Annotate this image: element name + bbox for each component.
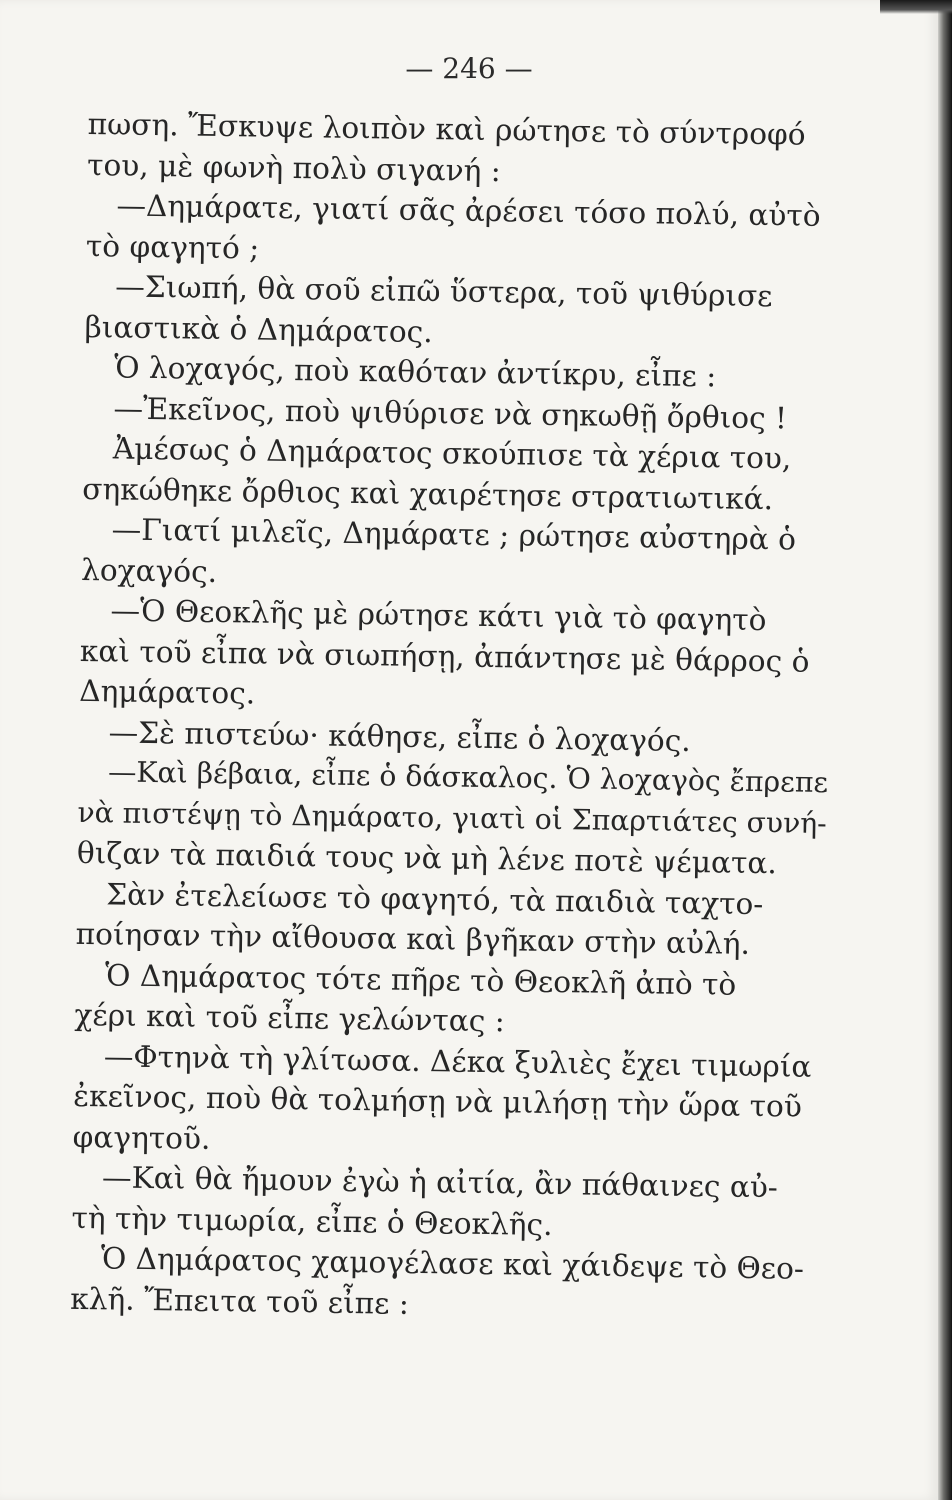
text-line: —Σιωπή, θὰ σοῦ εἰπῶ ὕστερα, τοῦ ψιθύρισε bbox=[115, 269, 773, 314]
page-corner-shadow bbox=[880, 0, 952, 14]
text-line: —Καὶ βέβαια, εἶπε ὁ δάσκαλος. Ὁ λοχαγὸς ἔπρεπε bbox=[107, 755, 829, 800]
text-line: ποίησαν τὴν αἴθουσα καὶ βγῆκαν στὴν αὐλή. bbox=[75, 916, 751, 961]
body-text bbox=[70, 104, 848, 1330]
text-line: φαγητοῦ. bbox=[72, 1119, 211, 1156]
text-line: τὸ φαγητό ; bbox=[85, 228, 260, 266]
text-line: πωση. Ἔσκυψε λοιπὸν καὶ ρώτησε τὸ σύντροφό bbox=[87, 106, 806, 152]
text-line: —Καὶ θὰ ἤμουν ἐγὼ ἡ αἰτία, ἂν πάθαινες αὐ- bbox=[101, 1160, 779, 1205]
text-line: ἐκεῖνος, ποὺ θὰ τολμήσῃ νὰ μιλήσῃ τὴν ὥρα τοῦ bbox=[73, 1078, 803, 1124]
text-line: νὰ πιστέψῃ τὸ Δημάρατο, γιατὶ οἱ Σπαρτιάτες συνή- bbox=[77, 795, 827, 840]
text-line: Ὁ Δημάρατος χαμογέλασε καὶ χάιδεψε τὸ Θεο- bbox=[100, 1241, 805, 1286]
text-line: —Γιατί μιλεῖς, Δημάρατε ; ρώτησε αὐστηρὰ ὁ bbox=[111, 512, 797, 557]
text-line: του, μὲ φωνὴ πολὺ σιγανή : bbox=[86, 147, 502, 188]
text-line: —Δημάρατε, γιατί σᾶς ἀρέσει τόσο πολύ, αὐτὸ bbox=[116, 188, 821, 233]
page-number: — 246 — bbox=[405, 52, 533, 85]
text-line: —Φτηνὰ τὴ γλίτωσα. Δέκα ξυλιὲς ἔχει τιμωρία bbox=[103, 1038, 812, 1084]
text-line: Δημάρατος. bbox=[79, 673, 256, 711]
text-line: Σὰν ἐτελείωσε τὸ φαγητό, τὰ παιδιὰ ταχτο- bbox=[106, 876, 764, 921]
text-line: τὴ τὴν τιμωρία, εἶπε ὁ Θεοκλῆς. bbox=[71, 1200, 553, 1242]
text-line: —Ὁ Θεοκλῆς μὲ ρώτησε κάτι γιὰ τὸ φαγητὸ bbox=[110, 593, 767, 638]
text-line: βιαστικὰ ὁ Δημάρατος. bbox=[84, 309, 433, 349]
text-line: λοχαγός. bbox=[80, 552, 218, 589]
text-line: θιζαν τὰ παιδιά τους νὰ μὴ λένε ποτὲ ψέματα. bbox=[76, 835, 778, 881]
text-line: καὶ τοῦ εἶπα νὰ σιωπήσῃ, ἀπάντησε μὲ θάρρος ὁ bbox=[79, 633, 810, 679]
text-line: σηκώθηκε ὄρθιος καὶ χαιρέτησε στρατιωτικά. bbox=[82, 471, 774, 516]
text-line: Ὁ Δημάρατος τότε πῆρε τὸ Θεοκλῆ ἀπὸ τὸ bbox=[104, 957, 737, 1002]
text-line: Ἀμέσως ὁ Δημάρατος σκούπισε τὰ χέρια του, bbox=[112, 431, 792, 476]
text-line: —Σὲ πιστεύω· κάθησε, εἶπε ὁ λοχαγός. bbox=[108, 714, 691, 758]
text-line: Ὁ λοχαγός, ποὺ καθόταν ἀντίκρυ, εἶπε : bbox=[113, 350, 717, 394]
text-line: χέρι καὶ τοῦ εἶπε γελώντας : bbox=[74, 997, 506, 1039]
text-line: —Ἐκεῖνος, ποὺ ψιθύρισε νὰ σηκωθῇ ὄρθιος ! bbox=[113, 390, 788, 435]
text-line: κλῆ. Ἔπειτα τοῦ εἶπε : bbox=[70, 1281, 410, 1321]
page-edge-shadow bbox=[938, 0, 952, 1500]
